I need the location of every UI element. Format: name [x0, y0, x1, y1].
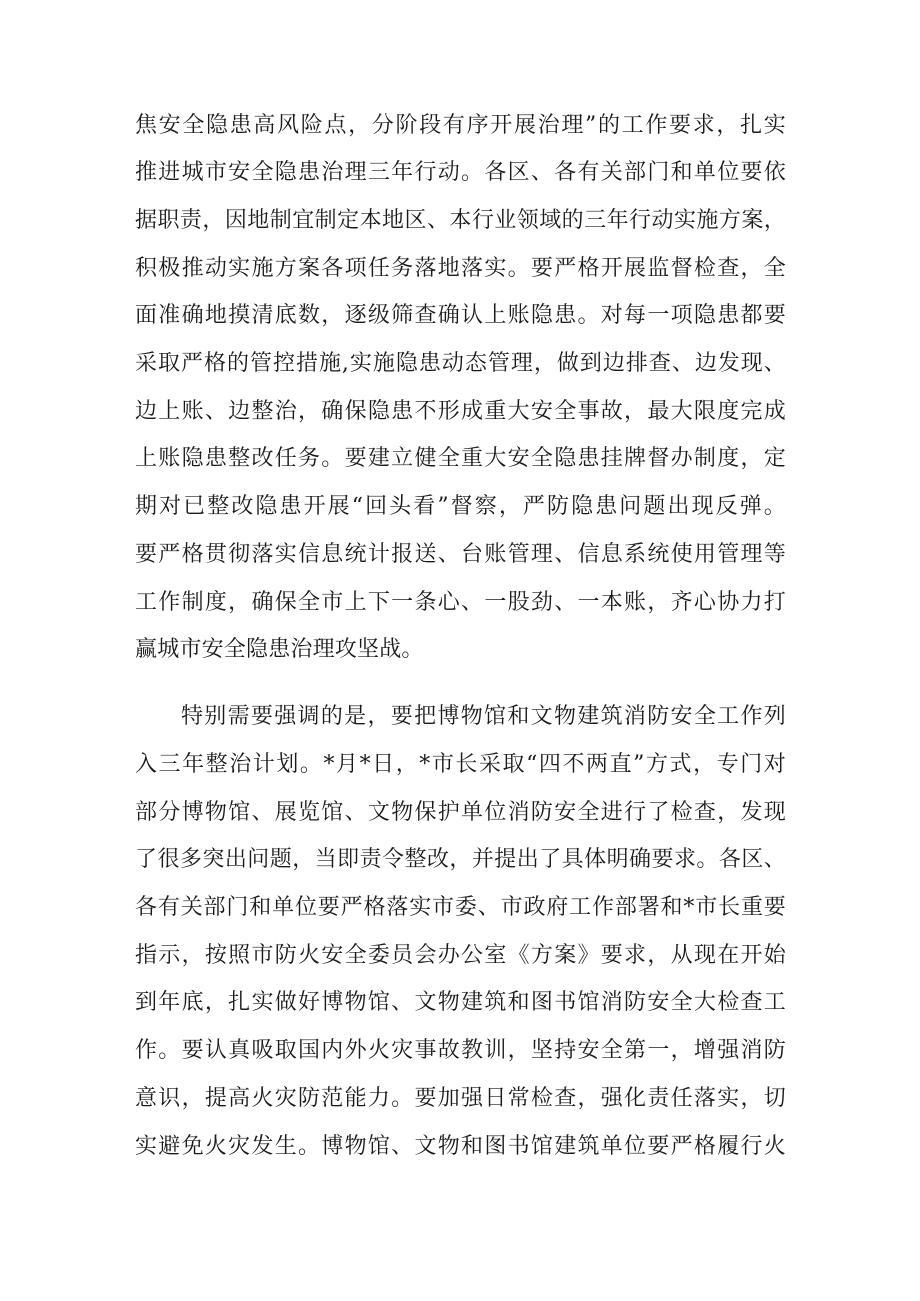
- text-line: 据职责，因地制宜制定本地区、本行业领域的三年行动实施方案，: [135, 208, 787, 233]
- text-line: 各有关部门和单位要严格落实市委、市政府工作部署和*市长重要: [135, 895, 787, 920]
- text-line: 工作制度，确保全市上下一条心、一股劲、一本账，齐心协力打: [135, 590, 788, 615]
- text-line: 到年底，扎实做好博物馆、文物建筑和图书馆消防安全大检查工: [135, 990, 788, 1015]
- text-line: 采取严格的管控措施,实施隐患动态管理，做到边排查、边发现、: [135, 351, 787, 376]
- text-line: 指示，按照市防火安全委员会办公室《方案》要求，从现在开始: [135, 943, 788, 968]
- text-line: 焦安全隐患高风险点，分阶段有序开展治理”的工作要求，扎实: [135, 113, 788, 138]
- text-line: 特别需要强调的是，要把博物馆和文物建筑消防安全工作列: [181, 704, 788, 729]
- text-line: 推进城市安全隐患治理三年行动。各区、各有关部门和单位要依: [135, 160, 788, 185]
- text-line: 了很多突出问题，当即责令整改，并提出了具体明确要求。各区、: [135, 847, 787, 872]
- text-line: 作。要认真吸取国内外火灾事故教训，坚持安全第一，增强消防: [135, 1038, 788, 1063]
- text-line: 意识，提高火灾防范能力。要加强日常检查，强化责任落实，切: [135, 1086, 788, 1111]
- text-line: 边上账、边整治，确保隐患不形成重大安全事故，最大限度完成: [135, 399, 788, 424]
- text-line: 入三年整治计划。*月*日，*市长采取“四不两直”方式，专门对: [135, 752, 788, 777]
- text-line: 上账隐患整改任务。要建立健全重大安全隐患挂牌督办制度，定: [135, 446, 788, 471]
- text-line: 期对已整改隐患开展“回头看”督察，严防隐患问题出现反弹。: [135, 494, 788, 519]
- text-line: 面准确地摸清底数，逐级筛查确认上账隐患。对每一项隐患都要: [135, 303, 788, 328]
- text-line: 实避免火灾发生。博物馆、文物和图书馆建筑单位要严格履行火: [135, 1134, 788, 1159]
- text-line: 要严格贯彻落实信息统计报送、台账管理、信息系统使用管理等: [135, 542, 788, 567]
- text-line: 赢城市安全隐患治理攻坚战。: [135, 637, 424, 662]
- text-line: 部分博物馆、展览馆、文物保护单位消防安全进行了检查，发现: [135, 800, 788, 825]
- text-line: 积极推动实施方案各项任务落地落实。要严格开展监督检查，全: [135, 256, 788, 281]
